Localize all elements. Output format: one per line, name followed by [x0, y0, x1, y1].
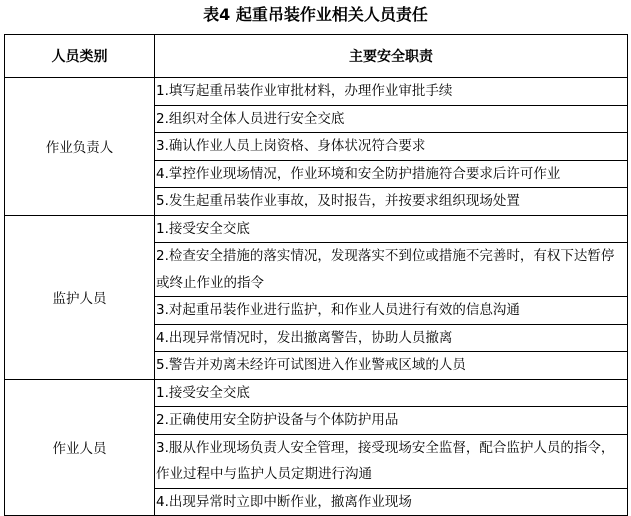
duties-cell: [155, 379, 628, 516]
role-cell: 监护人员: [5, 215, 155, 379]
table-row: [5, 78, 628, 216]
duty-item: 1.填写起重吊装作业审批材料，办理作业审批手续: [155, 78, 627, 106]
duty-item: 5.警告并劝离未经许可试图进入作业警戒区域的人员: [156, 357, 466, 373]
header-duties: 主要安全职责: [155, 35, 628, 78]
duty-item: 2.检查安全措施的落实情况，发现落实不到位或措施不完善时，有权下达暂停或终止作业的指令: [155, 243, 627, 297]
table-caption: 表4 起重吊装作业相关人员责任: [203, 5, 428, 24]
table-header-row: [5, 35, 628, 78]
duty-item: 4.出现异常情况时，发出撤离警告，协助人员撤离: [155, 325, 627, 353]
role-cell: 作业负责人: [5, 78, 155, 216]
duty-item: 1.接受安全交底: [155, 216, 627, 244]
duty-item: 5.发生起重吊装作业事故，及时报告，并按要求组织现场处置: [156, 193, 520, 209]
duty-item: 3.确认作业人员上岗资格、身体状况符合要求: [155, 133, 627, 161]
duty-item: 4.出现异常时立即中断作业，撤离作业现场: [156, 493, 412, 510]
role-cell: 作业人员: [5, 379, 155, 516]
duty-item: 4.掌控作业现场情况，作业环境和安全防护措施符合要求后许可作业: [155, 161, 627, 189]
table-row: [5, 379, 628, 516]
duty-item: 2.组织对全体人员进行安全交底: [155, 106, 627, 134]
duty-item: 2.正确使用安全防护设备与个体防护用品: [155, 407, 627, 435]
duty-item: 3.对起重吊装作业进行监护，和作业人员进行有效的信息沟通: [155, 297, 627, 325]
responsibility-table: [4, 34, 628, 516]
duties-cell: [155, 78, 628, 216]
duties-cell: [155, 215, 628, 379]
duty-item: 3.服从作业现场负责人安全管理，接受现场安全监督，配合监护人员的指令，作业过程中与监护人员定期进行沟通: [155, 435, 627, 489]
table-row: [5, 215, 628, 379]
header-role: 人员类别: [5, 35, 155, 78]
duty-item: 1.接受安全交底: [155, 380, 627, 408]
